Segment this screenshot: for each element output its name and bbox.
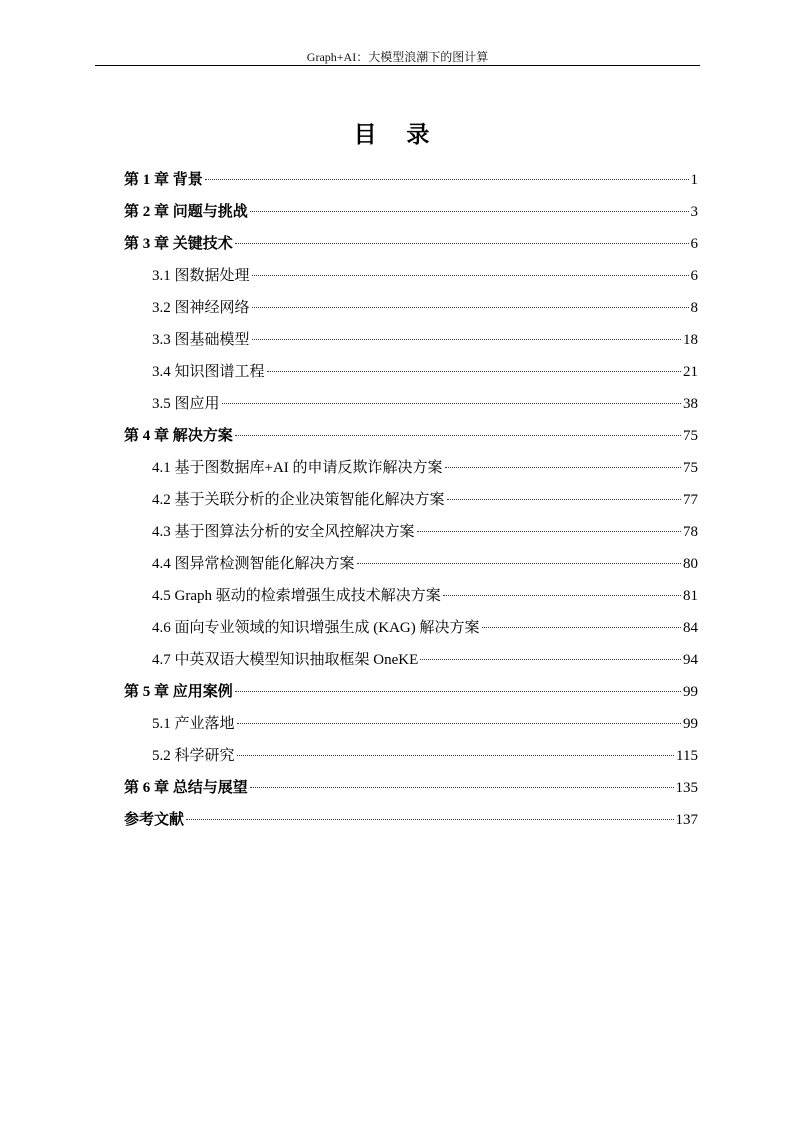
dot-leader: [357, 563, 681, 564]
toc-entry-page: 80: [683, 556, 698, 572]
toc-entry[interactable]: [124, 647, 698, 679]
toc-entry-page: 75: [683, 428, 698, 444]
dot-leader: [482, 627, 682, 628]
dot-leader: [235, 435, 681, 436]
toc-entry-page: 3: [690, 204, 698, 220]
toc-entry-page: 8: [690, 300, 698, 316]
dot-leader: [420, 659, 681, 660]
toc-entry[interactable]: [124, 743, 698, 775]
dot-leader: [445, 467, 681, 468]
toc-entry-page: 18: [683, 332, 698, 348]
dot-leader: [205, 179, 689, 180]
toc-entry[interactable]: [124, 359, 698, 391]
toc-entry[interactable]: [124, 167, 698, 199]
toc-entry-label: 3.4 知识图谱工程: [152, 364, 265, 380]
toc-entry-label: 4.6 面向专业领域的知识增强生成 (KAG) 解决方案: [152, 620, 480, 636]
toc-entry-page: 6: [690, 268, 698, 284]
toc-entry-page: 99: [683, 716, 698, 732]
dot-leader: [417, 531, 681, 532]
toc-entry[interactable]: [124, 519, 698, 551]
toc-entry[interactable]: [124, 423, 698, 455]
toc-entry-page: 115: [676, 748, 698, 764]
toc-entry[interactable]: [124, 807, 698, 839]
dot-leader: [222, 403, 681, 404]
toc-entry-page: 21: [683, 364, 698, 380]
toc-entry-page: 1: [690, 172, 698, 188]
toc-entry[interactable]: [124, 775, 698, 807]
table-of-contents: [124, 167, 698, 839]
toc-entry-page: 77: [683, 492, 698, 508]
dot-leader: [267, 371, 681, 372]
toc-entry[interactable]: [124, 679, 698, 711]
toc-entry-label: 3.3 图基础模型: [152, 332, 250, 348]
toc-entry-page: 38: [683, 396, 698, 412]
dot-leader: [252, 307, 689, 308]
dot-leader: [447, 499, 681, 500]
toc-entry[interactable]: [124, 487, 698, 519]
toc-entry[interactable]: [124, 231, 698, 263]
dot-leader: [237, 755, 675, 756]
dot-leader: [250, 787, 674, 788]
toc-entry-page: 94: [683, 652, 698, 668]
dot-leader: [252, 339, 681, 340]
dot-leader: [443, 595, 681, 596]
toc-entry-label: 参考文献: [124, 812, 185, 828]
toc-entry[interactable]: [124, 199, 698, 231]
toc-entry-label: 4.2 基于关联分析的企业决策智能化解决方案: [152, 492, 445, 508]
toc-entry-page: 84: [683, 620, 698, 636]
toc-entry-page: 137: [675, 812, 698, 828]
toc-entry[interactable]: [124, 327, 698, 359]
toc-entry-label: 5.1 产业落地: [152, 716, 235, 732]
toc-entry-page: 99: [683, 684, 698, 700]
dot-leader: [250, 211, 689, 212]
toc-entry-label: 第 6 章 总结与展望: [124, 780, 248, 796]
toc-entry-label: 第 4 章 解决方案: [124, 428, 233, 444]
toc-entry-label: 第 1 章 背景: [124, 172, 203, 188]
dot-leader: [186, 819, 673, 820]
toc-entry-label: 4.1 基于图数据库+AI 的申请反欺诈解决方案: [152, 460, 443, 476]
toc-entry-page: 135: [675, 780, 698, 796]
toc-entry-label: 第 3 章 关键技术: [124, 236, 233, 252]
dot-leader: [235, 243, 689, 244]
toc-title: 目 录: [353, 122, 442, 147]
running-header: Graph+AI：大模型浪潮下的图计算: [306, 50, 489, 64]
toc-entry[interactable]: [124, 583, 698, 615]
toc-entry[interactable]: [124, 615, 698, 647]
toc-entry-page: 78: [683, 524, 698, 540]
toc-entry-label: 3.1 图数据处理: [152, 268, 250, 284]
toc-entry-label: 4.4 图异常检测智能化解决方案: [152, 556, 355, 572]
dot-leader: [235, 691, 681, 692]
toc-entry-label: 5.2 科学研究: [152, 748, 235, 764]
toc-entry-page: 75: [683, 460, 698, 476]
toc-entry-label: 4.7 中英双语大模型知识抽取框架 OneKE: [152, 652, 419, 668]
dot-leader: [252, 275, 689, 276]
toc-entry-label: 第 2 章 问题与挑战: [124, 204, 248, 220]
toc-entry-label: 第 5 章 应用案例: [124, 684, 233, 700]
toc-entry[interactable]: [124, 551, 698, 583]
dot-leader: [237, 723, 681, 724]
toc-entry[interactable]: [124, 295, 698, 327]
toc-entry-label: 4.3 基于图算法分析的安全风控解决方案: [152, 524, 415, 540]
toc-entry[interactable]: [124, 263, 698, 295]
toc-entry-page: 81: [683, 588, 698, 604]
toc-entry-label: 3.5 图应用: [152, 396, 220, 412]
toc-entry[interactable]: [124, 455, 698, 487]
toc-entry[interactable]: [124, 711, 698, 743]
toc-entry-label: 4.5 Graph 驱动的检索增强生成技术解决方案: [152, 588, 441, 604]
toc-entry-page: 6: [690, 236, 698, 252]
toc-entry[interactable]: [124, 391, 698, 423]
toc-entry-label: 3.2 图神经网络: [152, 300, 250, 316]
header-divider: [95, 65, 700, 66]
